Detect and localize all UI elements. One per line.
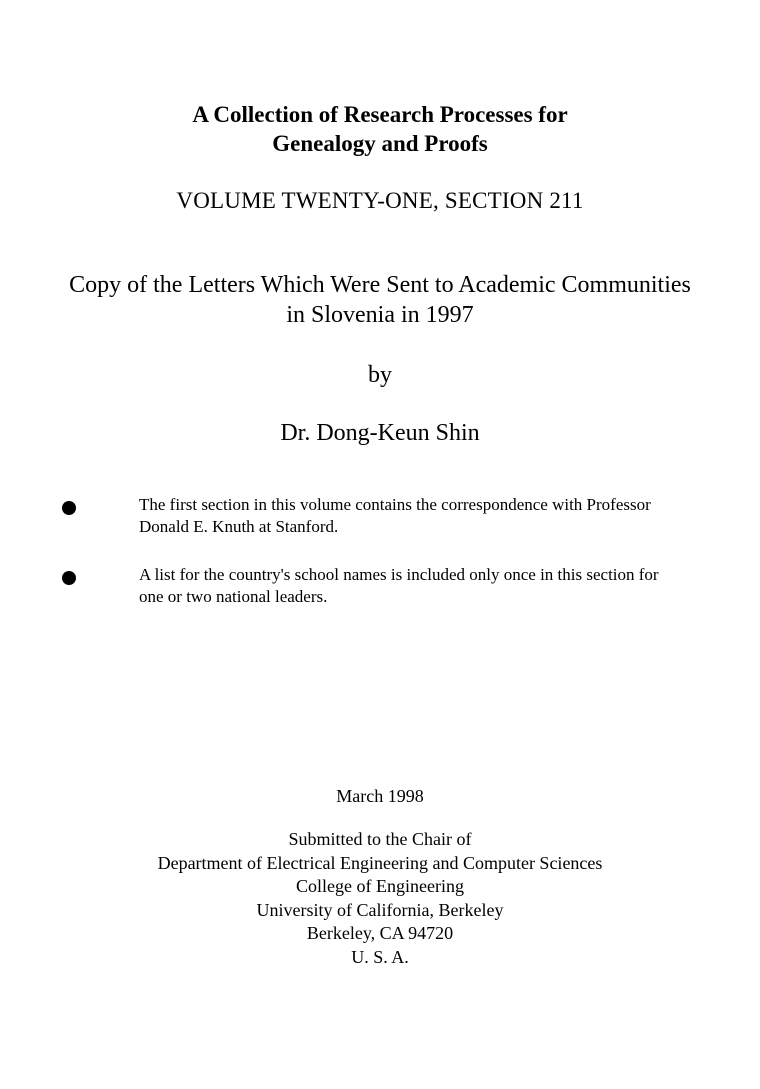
by-label: by: [368, 362, 392, 388]
document-date: March 1998: [336, 786, 424, 806]
subtitle-line-1: Copy of the Letters Which Were Sent to Academic Communities: [69, 272, 691, 298]
volume-heading: VOLUME TWENTY-ONE, SECTION 211: [176, 188, 584, 213]
subtitle-line-2: in Slovenia in 1997: [286, 302, 474, 328]
submission-line-4: University of California, Berkeley: [256, 899, 504, 920]
title-line-2: Genealogy and Proofs: [272, 131, 488, 156]
document-title: [0, 100, 760, 158]
bullet-text-2: [139, 564, 729, 608]
document-subtitle: [0, 270, 760, 330]
bullet-1-line-1: The first section in this volume contains the correspondence with Professor: [139, 495, 651, 514]
title-line-1: A Collection of Research Processes for: [192, 102, 568, 127]
bullet-2-line-2: one or two national leaders.: [139, 587, 328, 606]
submission-line-5: Berkeley, CA 94720: [306, 923, 454, 943]
submission-line-2: Department of Electrical Engineering and Computer Sciences: [157, 852, 603, 873]
submission-line-3: College of Engineering: [296, 876, 464, 896]
author-name: Dr. Dong-Keun Shin: [280, 420, 480, 446]
bullet-1-line-2: Donald E. Knuth at Stanford.: [139, 517, 339, 536]
bullet-dot-icon: [62, 571, 76, 585]
submission-line-6: U. S. A.: [351, 946, 409, 967]
bullet-2-line-1: A list for the country's school names is included only once in this section for: [139, 565, 659, 584]
bullet-text-1: [139, 494, 729, 538]
submission-line-1: Submitted to the Chair of: [288, 829, 472, 849]
bullet-dot-icon: [62, 501, 76, 515]
submission-block: [0, 828, 760, 969]
